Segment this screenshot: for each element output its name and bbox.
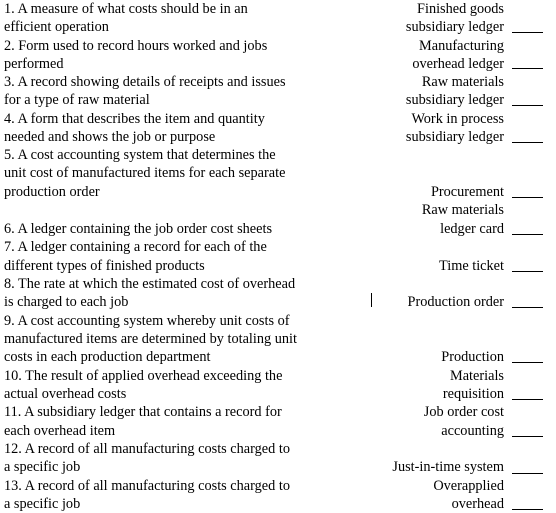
term-raw-materials-subsidiary-line-1: Raw materials [421,74,504,90]
question-3-line-1: 3. A record showing details of receipts and issues [4,74,286,90]
term-manufacturing-overhead-line-2: overhead ledger [412,56,504,72]
answer-blank-13[interactable] [512,509,543,510]
term-procurement: Procurement [430,184,504,200]
question-9-line-3: costs in each production department [4,349,211,365]
term-raw-materials-ledger-card-line-1: Raw materials [421,202,504,218]
question-8-line-1: 8. The rate at which the estimated cost of overhead [4,276,296,292]
answer-blank-9[interactable] [512,362,543,363]
question-9-line-1: 9. A cost accounting system whereby unit costs of [4,313,290,329]
question-7-line-2: different types of finished products [4,258,205,274]
answer-blank-2[interactable] [512,68,543,69]
answer-blank-5[interactable] [512,197,543,198]
question-10-line-1: 10. The result of applied overhead exceeding the [4,368,283,384]
question-8-line-2: is charged to each job [4,294,129,310]
term-materials-requisition-line-1: Materials [450,368,504,384]
term-work-in-process-line-1: Work in process [411,111,504,127]
term-raw-materials-subsidiary-line-2: subsidiary ledger [405,92,504,108]
term-work-in-process-line-2: subsidiary ledger [405,129,504,145]
question-2-line-2: performed [4,56,64,72]
term-job-order-cost-accounting-line-2: accounting [441,423,504,439]
term-time-ticket: Time ticket [439,258,504,274]
answer-blank-4[interactable] [512,142,543,143]
question-7-line-1: 7. A ledger containing a record for each of the [4,239,267,255]
term-raw-materials-ledger-card-line-2: ledger card [440,221,504,237]
term-manufacturing-overhead-line-1: Manufacturing [419,38,504,54]
term-production-order: Production order [407,294,504,310]
question-6-line-1: 6. A ledger containing the job order cost sheets [4,221,273,237]
question-9-line-2: manufactured items are determined by totaling unit [4,331,297,347]
term-just-in-time-system: Just-in-time system [392,459,504,475]
term-overapplied-overhead-line-2: overhead [451,496,504,512]
question-5-line-3: production order [4,184,100,200]
answer-blank-1[interactable] [512,32,543,33]
question-12-line-1: 12. A record of all manufacturing costs charged to [4,441,290,457]
question-1-line-2: efficient operation [4,19,109,35]
text-cursor [371,293,372,307]
question-10-line-2: actual overhead costs [4,386,127,402]
answer-blank-12[interactable] [512,473,543,474]
question-13-line-1: 13. A record of all manufacturing costs charged to [4,478,290,494]
question-4-line-2: needed and shows the job or purpose [4,129,216,145]
answer-blank-10[interactable] [512,399,543,400]
question-5-line-2: unit cost of manufactured items for each separate [4,165,286,181]
question-12-line-2: a specific job [4,459,81,475]
question-3-line-2: for a type of raw material [4,92,150,108]
answer-blank-6[interactable] [512,234,543,235]
term-overapplied-overhead-line-1: Overapplied [433,478,504,494]
question-4-line-1: 4. A form that describes the item and quantity [4,111,265,127]
answer-blank-3[interactable] [512,105,543,106]
question-1-line-1: 1. A measure of what costs should be in an [4,1,248,17]
term-finished-goods-line-1: Finished goods [417,1,504,17]
term-job-order-cost-accounting-line-1: Job order cost [423,404,504,420]
answer-blank-8[interactable] [512,307,543,308]
question-11-line-1: 11. A subsidiary ledger that contains a record for [4,404,282,420]
term-production: Production [441,349,504,365]
question-11-line-2: each overhead item [4,423,116,439]
term-materials-requisition-line-2: requisition [442,386,504,402]
answer-blank-7[interactable] [512,271,543,272]
question-5-line-1: 5. A cost accounting system that determines the [4,147,276,163]
term-finished-goods-line-2: subsidiary ledger [405,19,504,35]
answer-blank-11[interactable] [512,436,543,437]
question-2-line-1: 2. Form used to record hours worked and jobs [4,38,268,54]
question-13-line-2: a specific job [4,496,81,512]
